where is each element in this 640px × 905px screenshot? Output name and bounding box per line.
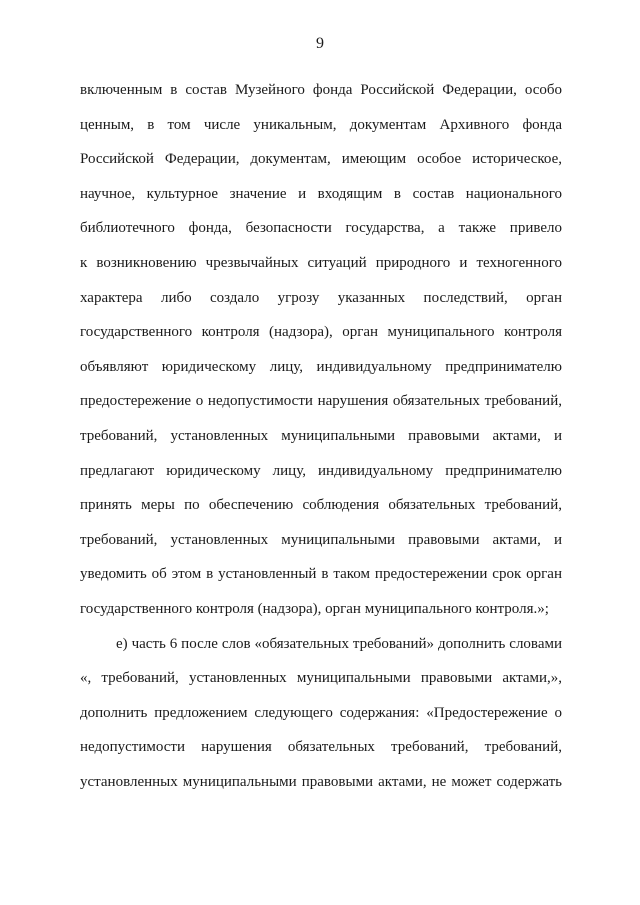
text-line: государственного контроля (надзора), орган муниципального контроля.»;	[80, 600, 549, 617]
text-line: библиотечного фонда, безопасности государства, а также привело	[80, 220, 562, 237]
text-line: предостережение о недопустимости нарушения обязательных требований,	[80, 393, 562, 410]
text-line: «, требований, установленных муниципальными правовыми актами,»,	[80, 670, 562, 687]
text-line: ценным, в том числе уникальным, документам Архивного фонда	[80, 116, 562, 133]
text-line: требований, установленных муниципальными правовыми актами, и	[80, 531, 562, 548]
text-line: характера либо создало угрозу указанных последствий, орган	[80, 289, 562, 306]
text-line: государственного контроля (надзора), орган муниципального контроля	[80, 324, 562, 341]
document-body	[80, 73, 562, 799]
text-line: принять меры по обеспечению соблюдения обязательных требований,	[80, 497, 562, 514]
text-line: Российской Федерации, документам, имеющим особое историческое,	[80, 151, 562, 168]
page-number: 9	[316, 35, 324, 52]
text-line: к возникновению чрезвычайных ситуаций природного и техногенного	[80, 254, 562, 271]
text-line: научное, культурное значение и входящим в состав национального	[80, 185, 562, 202]
text-line: дополнить предложением следующего содержания: «Предостережение о	[80, 704, 562, 721]
text-line: недопустимости нарушения обязательных требований, требований,	[80, 739, 562, 756]
text-line: объявляют юридическому лицу, индивидуальному предпринимателю	[80, 358, 562, 375]
text-line: требований, установленных муниципальными правовыми актами, и	[80, 427, 562, 444]
text-line: установленных муниципальными правовыми актами, не может содержать	[80, 773, 562, 790]
text-line: уведомить об этом в установленный в таком предостережении срок орган	[80, 566, 562, 583]
text-line: включенным в состав Музейного фонда Российской Федерации, особо	[80, 82, 562, 98]
text-line: предлагают юридическому лицу, индивидуальному предпринимателю	[80, 462, 562, 479]
text-line: е) часть 6 после слов «обязательных требований» дополнить словами	[116, 635, 562, 652]
